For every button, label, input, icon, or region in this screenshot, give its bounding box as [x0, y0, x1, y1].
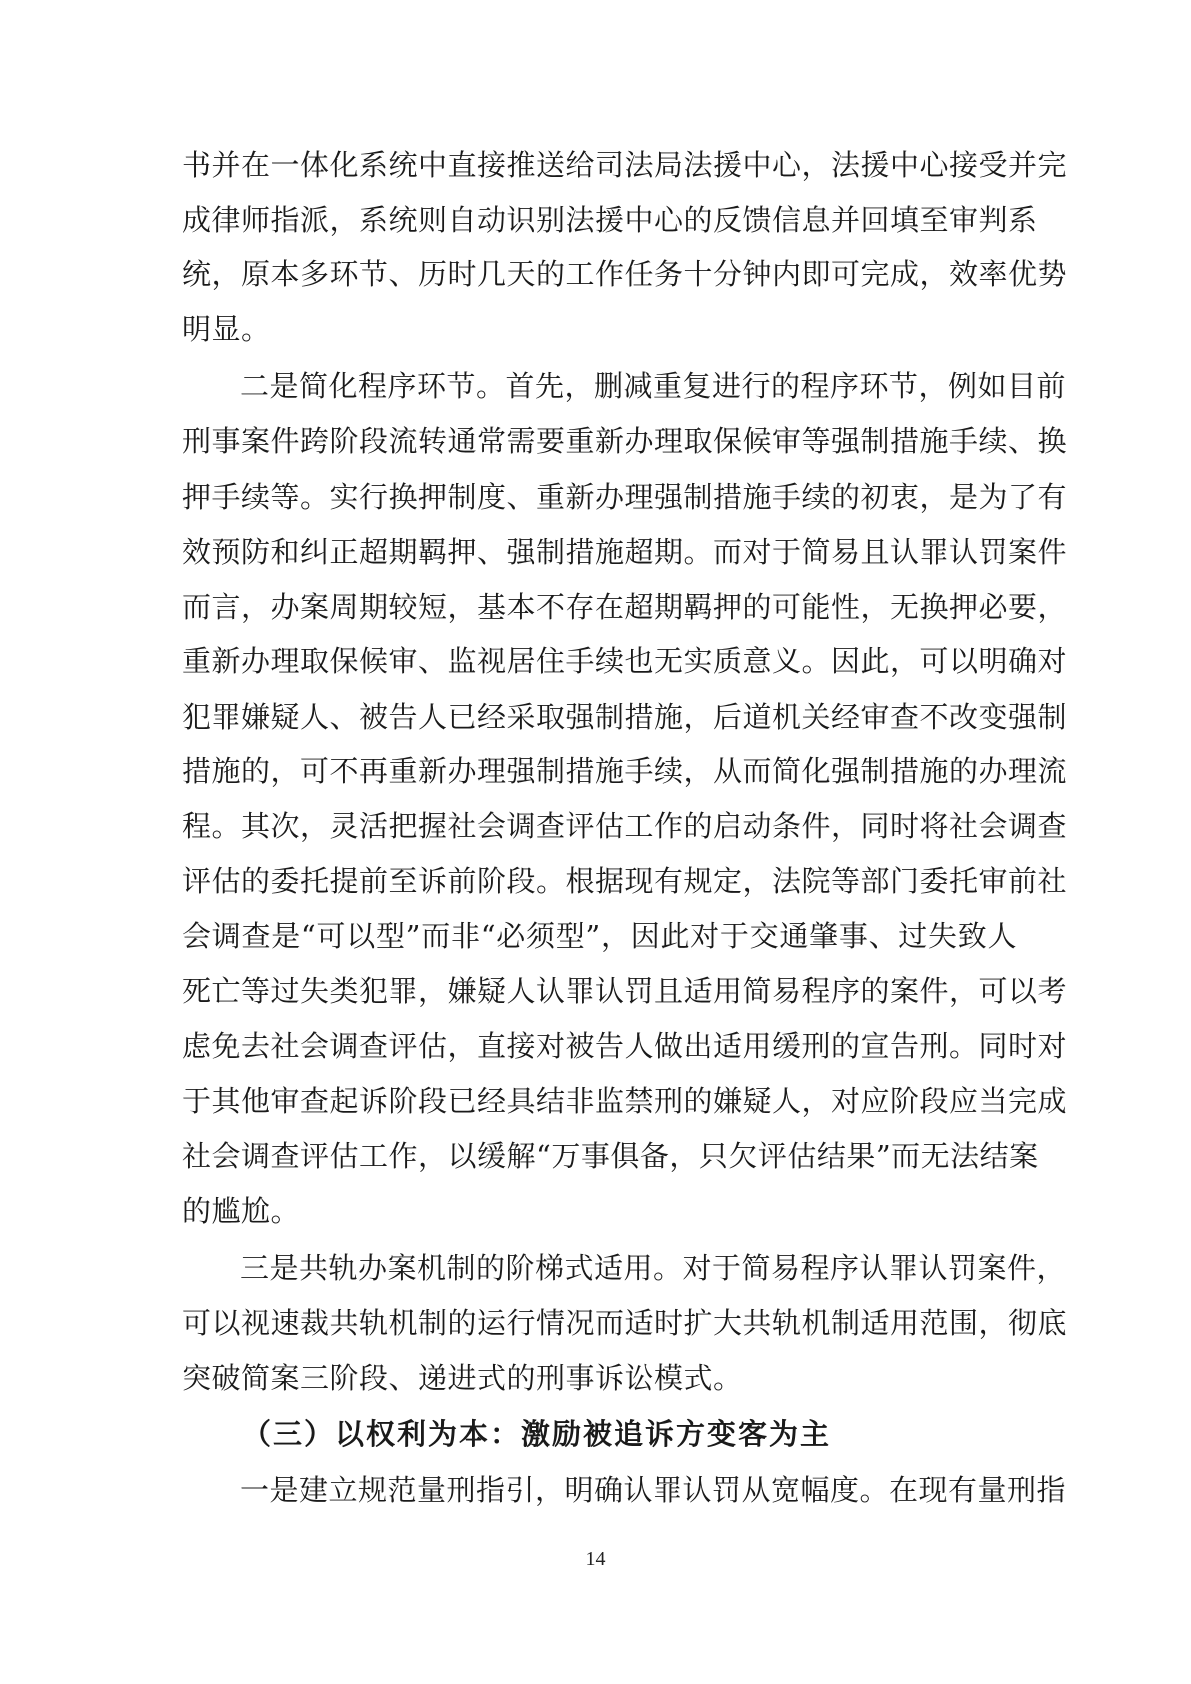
text-line: 社会调查评估工作，以缓解“万事俱备，只欠评估结果”而无法结案 — [182, 1139, 1039, 1173]
text-line: 会调查是“可以型”而非“必须型”，因此对于交通肇事、过失致人 — [182, 919, 1017, 953]
text-line: 死亡等过失类犯罪，嫌疑人认罪认罚且适用简易程序的案件，可以考 — [182, 974, 1068, 1008]
text-line: 措施的，可不再重新办理强制措施手续，从而简化强制措施的办理流 — [182, 754, 1068, 788]
text-line: 虑免去社会调查评估，直接对被告人做出适用缓刑的宣告刑。同时对 — [182, 1029, 1068, 1063]
text-line: 书并在一体化系统中直接推送给司法局法援中心，法援中心接受并完 — [182, 148, 1068, 182]
text-line: 重新办理取保候审、监视居住手续也无实质意义。因此，可以明确对 — [182, 644, 1068, 678]
text-line: 刑事案件跨阶段流转通常需要重新办理取保候审等强制措施手续、换 — [182, 424, 1068, 458]
paragraph-start-line: 三是共轨办案机制的阶梯式适用。对于简易程序认罪认罚案件， — [240, 1251, 1067, 1285]
text-line: 而言，办案周期较短，基本不存在超期羁押的可能性，无换押必要， — [182, 590, 1068, 624]
text-line: 明显。 — [182, 312, 271, 346]
text-line: 统，原本多环节、历时几天的工作任务十分钟内即可完成，效率优势 — [182, 257, 1068, 291]
paragraph-start-line: 二是简化程序环节。首先，删减重复进行的程序环节，例如目前 — [240, 369, 1067, 403]
section-heading: （三）以权利为本：激励被追诉方变客为主 — [242, 1417, 832, 1451]
text-line: 突破简案三阶段、递进式的刑事诉讼模式。 — [182, 1361, 743, 1395]
text-line: 程。其次，灵活把握社会调查评估工作的启动条件，同时将社会调查 — [182, 809, 1068, 843]
paragraph-start-line: 一是建立规范量刑指引，明确认罪认罚从宽幅度。在现有量刑指 — [240, 1473, 1067, 1507]
text-line: 于其他审查起诉阶段已经具结非监禁刑的嫌疑人，对应阶段应当完成 — [182, 1084, 1068, 1118]
text-line: 成律师指派，系统则自动识别法援中心的反馈信息并回填至审判系 — [182, 203, 1038, 237]
text-line: 可以视速裁共轨机制的运行情况而适时扩大共轨机制适用范围，彻底 — [182, 1306, 1068, 1340]
page-number: 14 — [585, 1548, 606, 1570]
text-line: 效预防和纠正超期羁押、强制措施超期。而对于简易且认罪认罚案件 — [182, 535, 1068, 569]
text-line: 犯罪嫌疑人、被告人已经采取强制措施，后道机关经审查不改变强制 — [182, 700, 1068, 734]
text-line: 押手续等。实行换押制度、重新办理强制措施手续的初衷，是为了有 — [182, 480, 1068, 514]
text-line: 评估的委托提前至诉前阶段。根据现有规定，法院等部门委托审前社 — [182, 864, 1068, 898]
text-line: 的尴尬。 — [182, 1194, 301, 1228]
